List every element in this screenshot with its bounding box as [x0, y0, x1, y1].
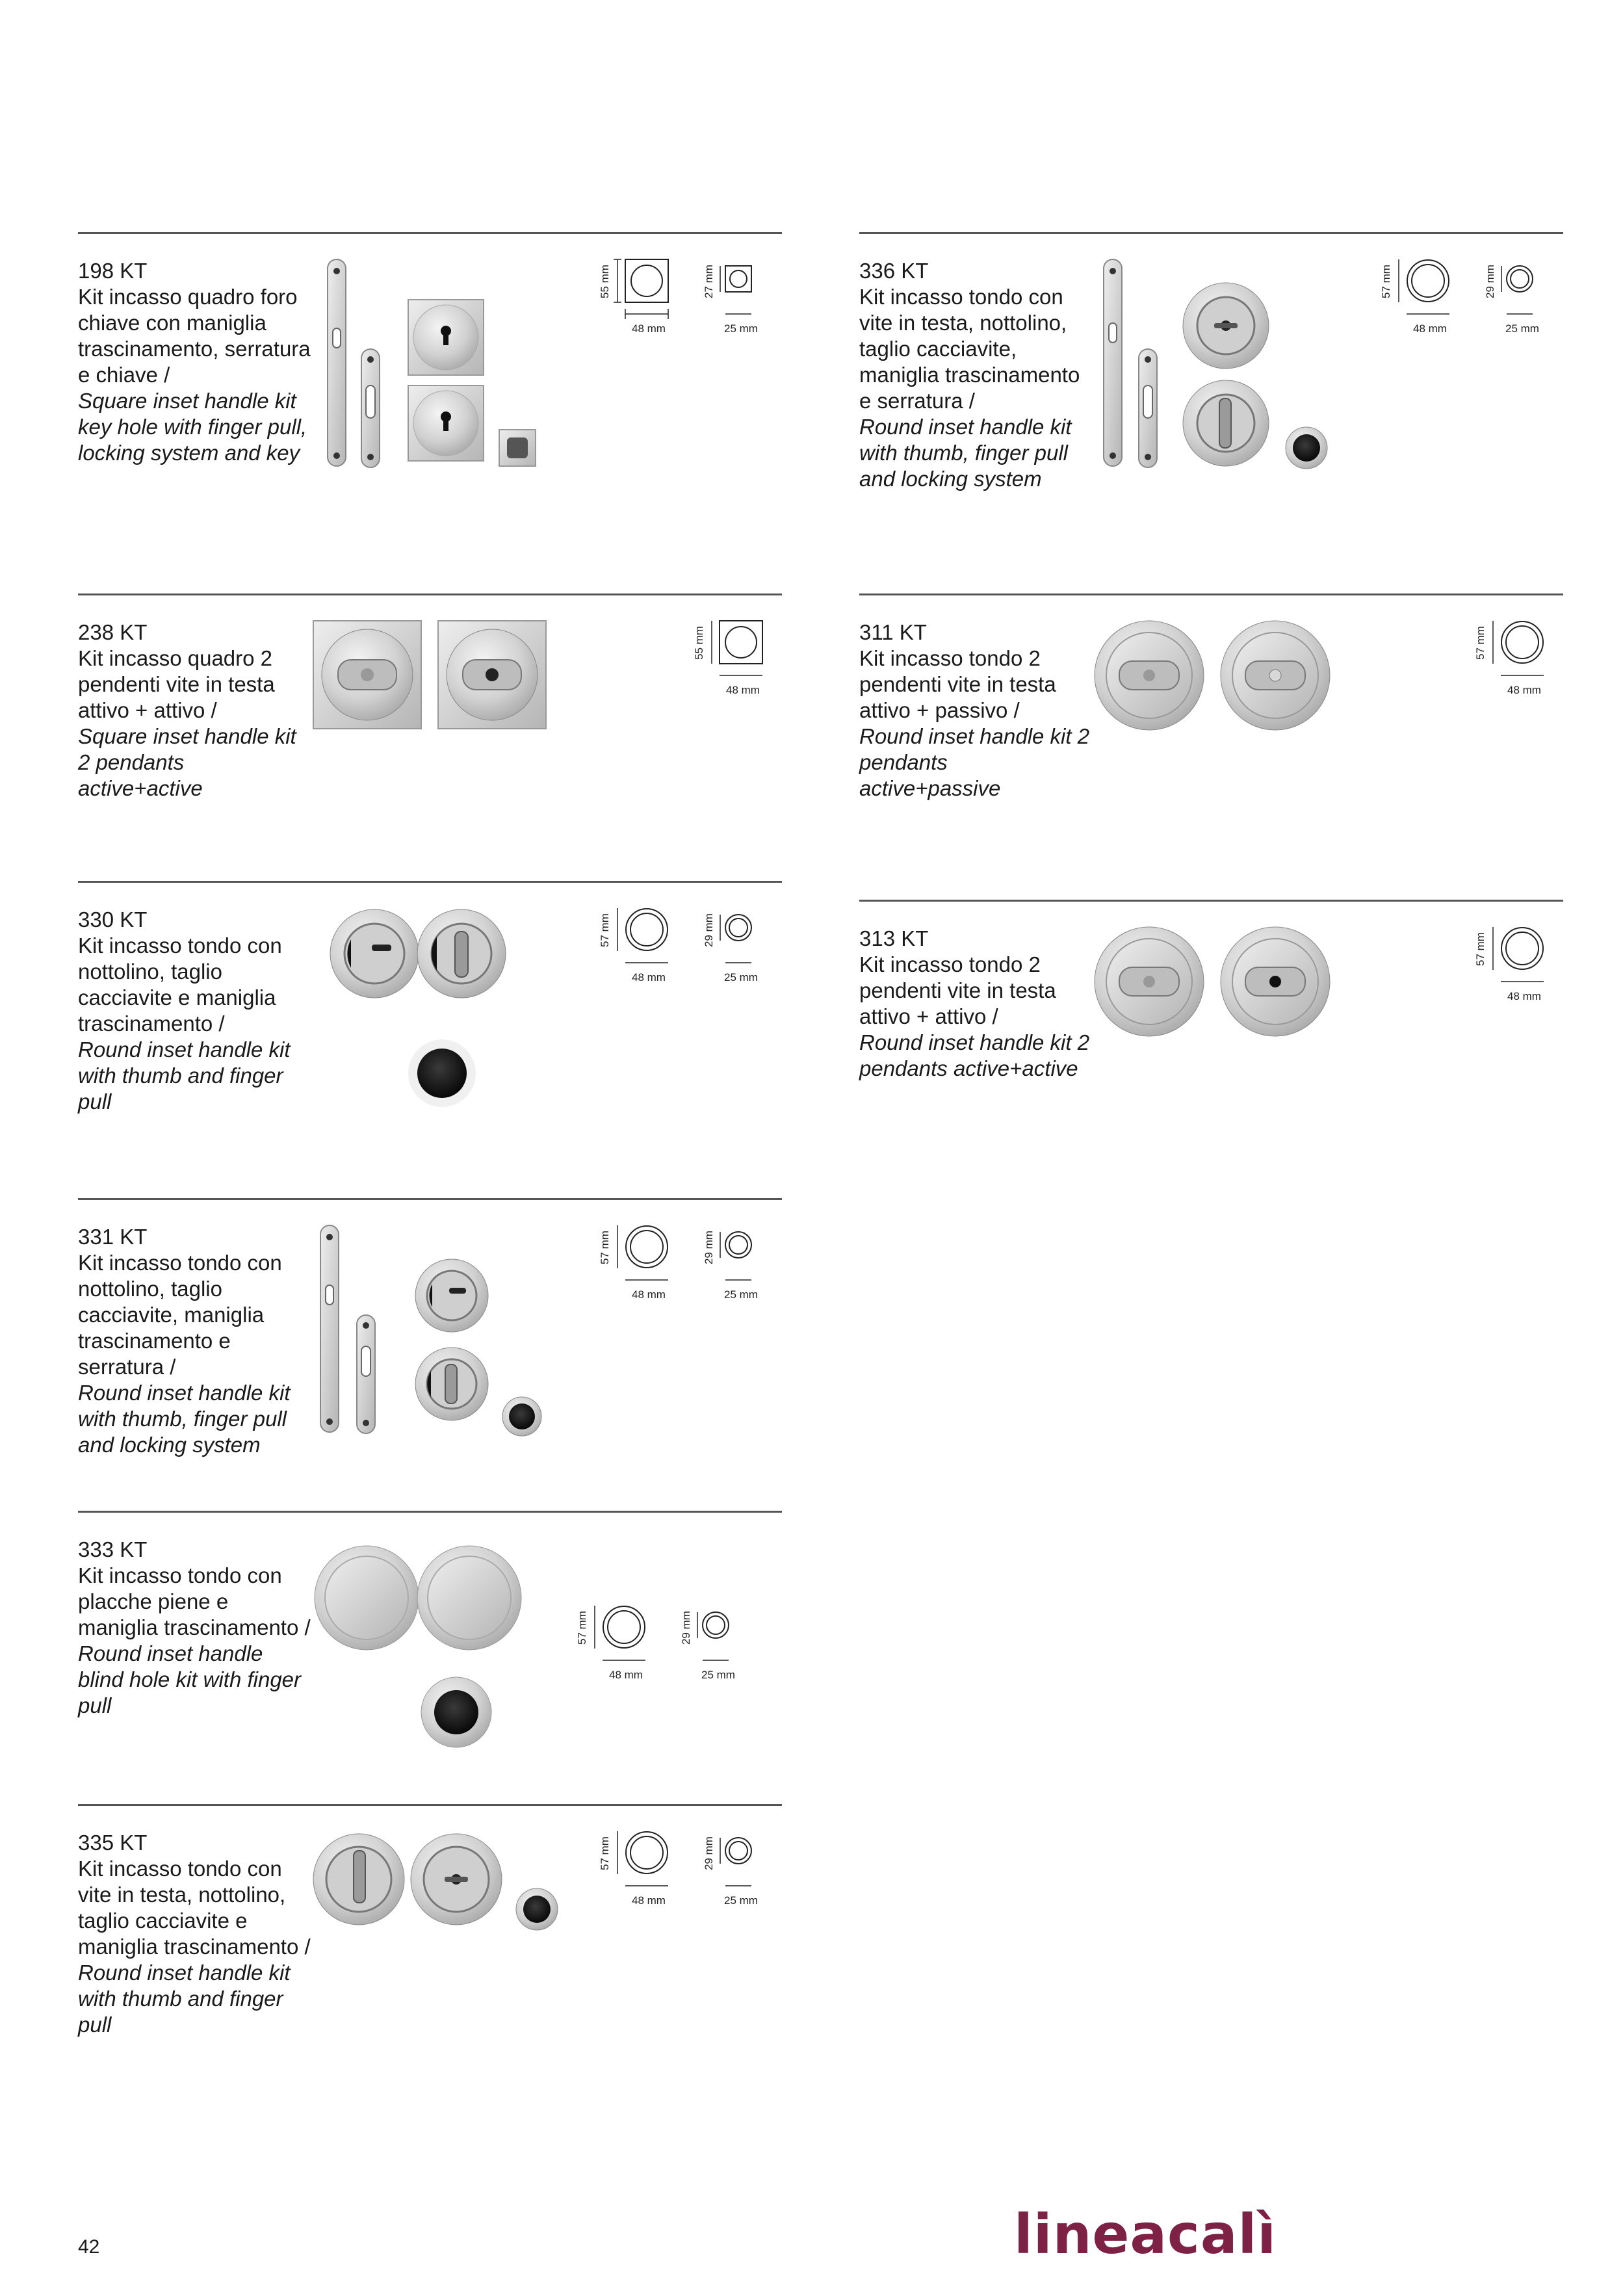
- product-image: [315, 1224, 562, 1439]
- italian-description: Kit incasso tondo 2 pendenti vite in testa attivo + passivo: [859, 646, 1056, 722]
- english-description: Round inset handle blind hole kit with finger pull: [78, 1641, 302, 1717]
- height-label: 57 mm: [599, 913, 611, 947]
- separator: /: [298, 1935, 311, 1959]
- width-label: 48 mm: [632, 971, 666, 984]
- width-label: 25 mm: [724, 971, 758, 984]
- product-code: 336 KT: [859, 259, 929, 283]
- product-image: [1100, 258, 1340, 473]
- product-description: [859, 620, 1093, 802]
- italian-description: Kit incasso tondo con placche piene e maniglia trascinamento: [78, 1563, 299, 1639]
- product-code: 238 KT: [78, 620, 148, 644]
- separator: /: [157, 363, 170, 387]
- height-label: 29 mm: [680, 1611, 692, 1645]
- dimension-diagram-round: [591, 1224, 758, 1312]
- product-image: [1093, 926, 1340, 1043]
- italian-description: Kit incasso tondo con vite in testa, nottolino, taglio cacciavite, maniglia trascinamento e serratura: [859, 285, 1080, 413]
- product-331: [78, 1198, 782, 1504]
- dimension-diagram-round: [591, 907, 758, 995]
- section-rule: [78, 232, 782, 234]
- italian-description: Kit incasso tondo con vite in testa, nottolino, taglio cacciavite e maniglia trascinamento: [78, 1857, 299, 1959]
- product-code: 311 KT: [859, 620, 927, 644]
- product-313: [859, 900, 1563, 1173]
- english-description: Square inset handle kit 2 pendants active+active: [78, 724, 296, 800]
- product-code: 198 KT: [78, 259, 148, 283]
- product-description: [78, 907, 312, 1115]
- section-rule: [78, 1804, 782, 1806]
- width-label: 48 mm: [726, 684, 760, 696]
- width-label: 25 mm: [1505, 322, 1539, 335]
- width-label: 48 mm: [632, 1894, 666, 1907]
- product-description: [78, 258, 312, 466]
- height-label: 55 mm: [599, 265, 611, 298]
- product-238: [78, 594, 782, 867]
- separator: /: [963, 389, 975, 413]
- height-label: 29 mm: [1484, 265, 1496, 298]
- section-rule: [78, 1511, 782, 1513]
- english-description: Round inset handle kit with thumb and finger pull: [78, 1037, 291, 1114]
- product-198: [78, 232, 782, 538]
- separator: /: [205, 698, 217, 722]
- product-description: [859, 258, 1093, 492]
- height-label: 57 mm: [599, 1231, 611, 1264]
- product-description: [78, 1830, 312, 2038]
- product-336: [859, 232, 1563, 538]
- separator: /: [213, 1011, 225, 1036]
- separator: /: [1007, 698, 1020, 722]
- product-333: [78, 1511, 782, 1790]
- dimension-diagram-round: [591, 1830, 758, 1918]
- height-label: 29 mm: [703, 1231, 715, 1264]
- product-description: [78, 620, 312, 802]
- italian-description: Kit incasso tondo con nottolino, taglio cacciavite e maniglia trascinamento: [78, 933, 282, 1036]
- dimension-diagram-round: [1467, 620, 1565, 707]
- separator: /: [986, 1004, 998, 1028]
- section-rule: [859, 594, 1563, 595]
- height-label: 57 mm: [576, 1611, 588, 1645]
- height-label: 29 mm: [703, 913, 715, 947]
- page-number: 42: [78, 2236, 100, 2258]
- italian-description: Kit incasso tondo 2 pendenti vite in testa attivo + attivo: [859, 952, 1056, 1028]
- italian-description: Kit incasso quadro foro chiave con maniglia trascinamento, serratura e chiave: [78, 285, 311, 387]
- english-description: Round inset handle kit 2 pendants active+active: [859, 1030, 1090, 1080]
- section-rule: [78, 594, 782, 595]
- section-rule: [859, 232, 1563, 234]
- product-image: [318, 258, 617, 473]
- product-image: [325, 907, 533, 1115]
- english-description: Round inset handle kit 2 pendants active+passive: [859, 724, 1090, 800]
- english-description: Round inset handle kit with thumb, finger pull and locking system: [78, 1381, 291, 1457]
- product-description: [78, 1537, 312, 1719]
- product-image: [312, 620, 559, 737]
- width-label: 25 mm: [701, 1669, 735, 1681]
- dimension-diagram-round: [1467, 926, 1565, 1013]
- italian-description: Kit incasso quadro 2 pendenti vite in testa attivo + attivo: [78, 646, 275, 722]
- section-rule: [78, 881, 782, 883]
- english-description: Square inset handle kit key hole with finger pull, locking system and key: [78, 389, 307, 465]
- width-label: 48 mm: [1507, 684, 1541, 696]
- width-label: 48 mm: [632, 1288, 666, 1301]
- product-311: [859, 594, 1563, 867]
- product-image: [1093, 620, 1340, 737]
- height-label: 57 mm: [599, 1836, 611, 1870]
- section-rule: [859, 900, 1563, 902]
- italian-description: Kit incasso tondo con nottolino, taglio cacciavite, maniglia trascinamento e serratura: [78, 1251, 282, 1379]
- height-label: 29 mm: [703, 1836, 715, 1870]
- height-label: 55 mm: [693, 626, 705, 660]
- product-code: 331 KT: [78, 1225, 148, 1249]
- separator: /: [298, 1615, 311, 1639]
- product-image: [312, 1543, 526, 1751]
- height-label: 57 mm: [1380, 265, 1392, 298]
- width-label: 25 mm: [724, 1894, 758, 1907]
- width-label: 25 mm: [724, 1288, 758, 1301]
- english-description: Round inset handle kit with thumb and finger pull: [78, 1961, 291, 2037]
- dimension-diagram-round: [1373, 258, 1539, 346]
- product-335: [78, 1804, 782, 2090]
- product-code: 333 KT: [78, 1537, 148, 1561]
- product-description: [78, 1224, 312, 1458]
- dimension-diagram-square: [591, 258, 758, 346]
- section-rule: [78, 1198, 782, 1200]
- height-label: 57 mm: [1474, 932, 1487, 966]
- width-label: 48 mm: [1507, 990, 1541, 1002]
- dimension-diagram-square: [686, 620, 783, 707]
- height-label: 27 mm: [703, 265, 715, 298]
- separator: /: [164, 1355, 176, 1379]
- product-description: [859, 926, 1093, 1082]
- product-330: [78, 881, 782, 1180]
- brand-logo: lineacalì: [1014, 2202, 1277, 2266]
- product-image: [312, 1830, 565, 1940]
- dimension-diagram-round: [569, 1604, 735, 1692]
- width-label: 25 mm: [724, 322, 758, 335]
- width-label: 48 mm: [632, 322, 666, 335]
- width-label: 48 mm: [609, 1669, 643, 1681]
- product-code: 335 KT: [78, 1831, 148, 1855]
- height-label: 57 mm: [1474, 626, 1487, 660]
- width-label: 48 mm: [1413, 322, 1447, 335]
- product-code: 330 KT: [78, 907, 148, 932]
- english-description: Round inset handle kit with thumb, finger pull and locking system: [859, 415, 1072, 491]
- product-code: 313 KT: [859, 926, 929, 950]
